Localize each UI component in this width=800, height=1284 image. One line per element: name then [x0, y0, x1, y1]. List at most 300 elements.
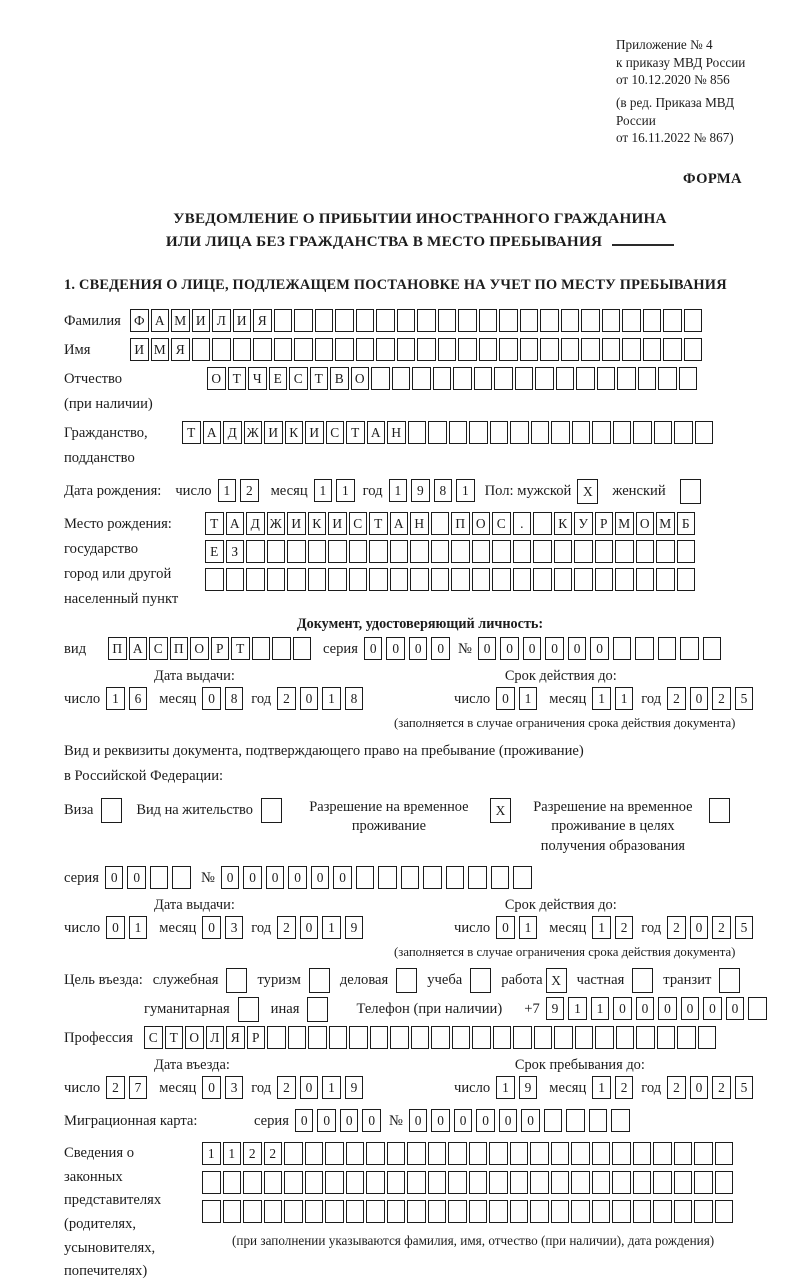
char-box[interactable] [653, 1171, 672, 1194]
char-box[interactable] [656, 568, 675, 591]
char-box[interactable] [556, 367, 575, 390]
char-box[interactable]: М [615, 512, 634, 535]
char-box[interactable]: 5 [735, 687, 754, 710]
char-box[interactable]: X [490, 798, 511, 823]
surname-input[interactable] [130, 309, 702, 332]
char-box[interactable] [677, 540, 696, 563]
char-box[interactable] [658, 367, 677, 390]
char-box[interactable]: И [305, 421, 324, 444]
char-box[interactable] [715, 1142, 734, 1165]
char-box[interactable] [472, 1026, 491, 1049]
stay-year-input[interactable] [667, 1076, 753, 1099]
char-box[interactable] [595, 568, 614, 591]
char-box[interactable]: Ч [248, 367, 267, 390]
char-box[interactable] [513, 866, 532, 889]
char-box[interactable] [617, 367, 636, 390]
char-box[interactable] [308, 568, 327, 591]
char-box[interactable] [474, 367, 493, 390]
char-box[interactable]: 0 [295, 1109, 314, 1132]
char-box[interactable]: Л [212, 309, 231, 332]
char-box[interactable] [431, 568, 450, 591]
char-box[interactable] [554, 540, 573, 563]
char-box[interactable] [719, 968, 740, 993]
char-box[interactable] [715, 1200, 734, 1223]
char-box[interactable]: Б [677, 512, 696, 535]
char-box[interactable] [205, 568, 224, 591]
char-box[interactable] [243, 1200, 262, 1223]
char-box[interactable] [390, 568, 409, 591]
char-box[interactable] [469, 1142, 488, 1165]
representatives-input-row2[interactable] [202, 1171, 733, 1194]
char-box[interactable]: Т [182, 421, 201, 444]
char-box[interactable] [643, 338, 662, 361]
char-box[interactable] [376, 309, 395, 332]
char-box[interactable] [530, 1171, 549, 1194]
char-box[interactable]: 0 [613, 997, 632, 1020]
char-box[interactable] [636, 1026, 655, 1049]
char-box[interactable] [602, 309, 621, 332]
char-box[interactable] [530, 1200, 549, 1223]
char-box[interactable]: Ж [267, 512, 286, 535]
char-box[interactable]: 0 [523, 637, 542, 660]
char-box[interactable]: 2 [712, 687, 731, 710]
char-box[interactable]: 1 [322, 1076, 341, 1099]
char-box[interactable] [238, 997, 259, 1022]
char-box[interactable] [433, 367, 452, 390]
char-box[interactable] [694, 1200, 713, 1223]
char-box[interactable]: X [577, 479, 598, 504]
char-box[interactable]: Я [226, 1026, 245, 1049]
char-box[interactable] [101, 798, 122, 823]
char-box[interactable]: 0 [454, 1109, 473, 1132]
char-box[interactable] [233, 338, 252, 361]
char-box[interactable] [663, 338, 682, 361]
char-box[interactable] [356, 309, 375, 332]
char-box[interactable]: 5 [735, 1076, 754, 1099]
char-box[interactable] [431, 540, 450, 563]
char-box[interactable] [748, 997, 767, 1020]
migration-series-input[interactable] [295, 1109, 381, 1132]
char-box[interactable]: 3 [225, 916, 244, 939]
char-box[interactable] [633, 1200, 652, 1223]
char-box[interactable]: 0 [478, 637, 497, 660]
char-box[interactable]: О [636, 512, 655, 535]
char-box[interactable]: Ф [130, 309, 149, 332]
char-box[interactable] [396, 968, 417, 993]
char-box[interactable] [346, 1200, 365, 1223]
char-box[interactable]: К [554, 512, 573, 535]
char-box[interactable] [638, 367, 657, 390]
purpose-humanitarian-checkbox[interactable] [238, 997, 259, 1022]
char-box[interactable] [325, 1200, 344, 1223]
char-box[interactable]: 2 [243, 1142, 262, 1165]
char-box[interactable]: 0 [362, 1109, 381, 1132]
char-box[interactable] [172, 866, 191, 889]
char-box[interactable]: М [171, 309, 190, 332]
char-box[interactable] [293, 637, 312, 660]
residence-issue-year-input[interactable] [277, 916, 363, 939]
char-box[interactable] [581, 309, 600, 332]
birth-year-input[interactable] [389, 479, 475, 502]
char-box[interactable]: 1 [519, 916, 538, 939]
char-box[interactable]: С [144, 1026, 163, 1049]
char-box[interactable]: И [192, 309, 211, 332]
entry-year-input[interactable] [277, 1076, 363, 1099]
char-box[interactable]: 1 [592, 687, 611, 710]
char-box[interactable] [288, 1026, 307, 1049]
char-box[interactable] [489, 1200, 508, 1223]
char-box[interactable] [597, 367, 616, 390]
residence-issue-month-input[interactable] [202, 916, 243, 939]
char-box[interactable] [684, 338, 703, 361]
char-box[interactable]: 0 [127, 866, 146, 889]
char-box[interactable] [468, 866, 487, 889]
char-box[interactable] [387, 1171, 406, 1194]
char-box[interactable]: 0 [243, 866, 262, 889]
char-box[interactable] [572, 421, 591, 444]
patronymic-input[interactable] [207, 367, 697, 390]
char-box[interactable]: Р [247, 1026, 266, 1049]
char-box[interactable] [284, 1200, 303, 1223]
char-box[interactable]: 0 [340, 1109, 359, 1132]
char-box[interactable] [369, 568, 388, 591]
char-box[interactable]: 8 [225, 687, 244, 710]
char-box[interactable] [510, 1200, 529, 1223]
char-box[interactable] [566, 1109, 585, 1132]
identity-number-input[interactable] [478, 637, 722, 660]
profession-input[interactable] [144, 1026, 716, 1049]
char-box[interactable] [581, 338, 600, 361]
char-box[interactable]: 1 [615, 687, 634, 710]
char-box[interactable]: 0 [221, 866, 240, 889]
char-box[interactable]: 1 [106, 687, 125, 710]
char-box[interactable]: 0 [106, 916, 125, 939]
char-box[interactable]: Т [165, 1026, 184, 1049]
char-box[interactable]: А [203, 421, 222, 444]
char-box[interactable]: С [349, 512, 368, 535]
char-box[interactable] [346, 1171, 365, 1194]
char-box[interactable] [428, 421, 447, 444]
char-box[interactable]: Е [269, 367, 288, 390]
char-box[interactable] [431, 512, 450, 535]
char-box[interactable] [272, 637, 291, 660]
char-box[interactable] [349, 540, 368, 563]
char-box[interactable] [284, 1171, 303, 1194]
char-box[interactable] [656, 540, 675, 563]
birth-place-input-row1[interactable] [205, 512, 695, 535]
char-box[interactable]: А [390, 512, 409, 535]
char-box[interactable]: А [226, 512, 245, 535]
char-box[interactable] [397, 338, 416, 361]
char-box[interactable] [616, 1026, 635, 1049]
char-box[interactable] [448, 1142, 467, 1165]
char-box[interactable]: 0 [386, 637, 405, 660]
char-box[interactable] [335, 309, 354, 332]
char-box[interactable]: Л [206, 1026, 225, 1049]
char-box[interactable] [530, 1142, 549, 1165]
char-box[interactable] [674, 421, 693, 444]
char-box[interactable] [679, 367, 698, 390]
char-box[interactable] [397, 309, 416, 332]
char-box[interactable] [515, 367, 534, 390]
char-box[interactable] [709, 798, 730, 823]
char-box[interactable]: 1 [314, 479, 333, 502]
char-box[interactable] [540, 309, 559, 332]
char-box[interactable]: М [656, 512, 675, 535]
char-box[interactable] [551, 421, 570, 444]
char-box[interactable] [305, 1142, 324, 1165]
char-box[interactable] [571, 1200, 590, 1223]
char-box[interactable]: Т [369, 512, 388, 535]
char-box[interactable] [274, 309, 293, 332]
char-box[interactable] [551, 1171, 570, 1194]
char-box[interactable]: Т [228, 367, 247, 390]
char-box[interactable] [349, 1026, 368, 1049]
char-box[interactable]: 2 [240, 479, 259, 502]
char-box[interactable]: 0 [476, 1109, 495, 1132]
char-box[interactable] [284, 1142, 303, 1165]
residence-issue-day-input[interactable] [106, 916, 147, 939]
char-box[interactable] [636, 568, 655, 591]
char-box[interactable]: 0 [409, 637, 428, 660]
char-box[interactable]: 1 [223, 1142, 242, 1165]
char-box[interactable] [513, 1026, 532, 1049]
char-box[interactable] [401, 866, 420, 889]
char-box[interactable] [438, 309, 457, 332]
char-box[interactable]: 2 [277, 1076, 296, 1099]
phone-input[interactable] [546, 997, 767, 1020]
char-box[interactable]: 9 [345, 916, 364, 939]
char-box[interactable] [592, 421, 611, 444]
char-box[interactable]: 2 [712, 916, 731, 939]
char-box[interactable]: 0 [300, 687, 319, 710]
char-box[interactable] [695, 421, 714, 444]
char-box[interactable]: К [285, 421, 304, 444]
char-box[interactable] [470, 968, 491, 993]
char-box[interactable]: Р [211, 637, 230, 660]
char-box[interactable] [589, 1109, 608, 1132]
char-box[interactable] [376, 338, 395, 361]
char-box[interactable] [520, 338, 539, 361]
purpose-study-checkbox[interactable] [470, 968, 491, 993]
char-box[interactable]: 0 [364, 637, 383, 660]
char-box[interactable] [561, 338, 580, 361]
char-box[interactable] [366, 1142, 385, 1165]
char-box[interactable] [592, 1200, 611, 1223]
char-box[interactable]: 0 [658, 997, 677, 1020]
char-box[interactable]: 0 [333, 866, 352, 889]
char-box[interactable]: 1 [592, 916, 611, 939]
char-box[interactable]: 8 [434, 479, 453, 502]
char-box[interactable] [633, 421, 652, 444]
char-box[interactable] [615, 568, 634, 591]
char-box[interactable] [663, 309, 682, 332]
char-box[interactable] [510, 1171, 529, 1194]
identity-series-input[interactable] [364, 637, 450, 660]
char-box[interactable] [544, 1109, 563, 1132]
char-box[interactable] [428, 1200, 447, 1223]
char-box[interactable] [499, 338, 518, 361]
char-box[interactable] [612, 1171, 631, 1194]
birth-place-input-row2[interactable] [205, 540, 695, 563]
identity-expiry-month-input[interactable] [592, 687, 633, 710]
char-box[interactable] [534, 1026, 553, 1049]
char-box[interactable]: 1 [129, 916, 148, 939]
birth-day-input[interactable] [218, 479, 259, 502]
char-box[interactable]: 0 [726, 997, 745, 1020]
char-box[interactable]: П [170, 637, 189, 660]
char-box[interactable]: М [151, 338, 170, 361]
citizenship-input[interactable] [182, 421, 713, 444]
char-box[interactable] [703, 637, 722, 660]
char-box[interactable]: И [287, 512, 306, 535]
char-box[interactable]: З [226, 540, 245, 563]
char-box[interactable]: X [546, 968, 567, 993]
identity-kind-input[interactable] [108, 637, 311, 660]
char-box[interactable] [267, 568, 286, 591]
char-box[interactable] [571, 1142, 590, 1165]
char-box[interactable] [458, 338, 477, 361]
char-box[interactable] [635, 637, 654, 660]
char-box[interactable] [411, 1026, 430, 1049]
char-box[interactable]: О [190, 637, 209, 660]
char-box[interactable] [520, 309, 539, 332]
char-box[interactable] [551, 1142, 570, 1165]
char-box[interactable]: 0 [288, 866, 307, 889]
char-box[interactable] [202, 1200, 221, 1223]
char-box[interactable] [305, 1171, 324, 1194]
char-box[interactable] [448, 1200, 467, 1223]
char-box[interactable] [267, 1026, 286, 1049]
char-box[interactable] [407, 1142, 426, 1165]
char-box[interactable]: Н [387, 421, 406, 444]
char-box[interactable] [654, 421, 673, 444]
char-box[interactable] [684, 309, 703, 332]
char-box[interactable]: С [289, 367, 308, 390]
char-box[interactable] [246, 540, 265, 563]
char-box[interactable] [492, 568, 511, 591]
char-box[interactable] [595, 540, 614, 563]
char-box[interactable]: И [328, 512, 347, 535]
char-box[interactable] [472, 540, 491, 563]
temporary-residence-education-checkbox[interactable] [709, 798, 730, 823]
char-box[interactable]: 0 [202, 1076, 221, 1099]
representatives-input-row3[interactable] [202, 1200, 733, 1223]
char-box[interactable]: 1 [322, 687, 341, 710]
purpose-work-checkbox[interactable] [546, 968, 567, 993]
char-box[interactable] [499, 309, 518, 332]
char-box[interactable] [576, 367, 595, 390]
char-box[interactable] [489, 1171, 508, 1194]
char-box[interactable] [513, 568, 532, 591]
char-box[interactable] [267, 540, 286, 563]
char-box[interactable] [472, 568, 491, 591]
char-box[interactable] [308, 540, 327, 563]
temporary-residence-checkbox[interactable] [490, 798, 511, 823]
char-box[interactable]: 2 [277, 916, 296, 939]
char-box[interactable]: 0 [636, 997, 655, 1020]
char-box[interactable] [451, 540, 470, 563]
char-box[interactable] [674, 1171, 693, 1194]
char-box[interactable] [636, 540, 655, 563]
char-box[interactable] [448, 1171, 467, 1194]
char-box[interactable] [540, 338, 559, 361]
char-box[interactable] [226, 968, 247, 993]
char-box[interactable] [469, 1200, 488, 1223]
identity-issue-month-input[interactable] [202, 687, 243, 710]
char-box[interactable] [392, 367, 411, 390]
char-box[interactable] [513, 540, 532, 563]
char-box[interactable] [309, 968, 330, 993]
char-box[interactable] [328, 568, 347, 591]
char-box[interactable] [446, 866, 465, 889]
char-box[interactable]: Т [205, 512, 224, 535]
char-box[interactable] [611, 1109, 630, 1132]
char-box[interactable] [378, 866, 397, 889]
purpose-transit-checkbox[interactable] [719, 968, 740, 993]
residence-permit-checkbox[interactable] [261, 798, 282, 823]
char-box[interactable] [438, 338, 457, 361]
char-box[interactable] [387, 1142, 406, 1165]
char-box[interactable]: 1 [218, 479, 237, 502]
char-box[interactable]: Д [246, 512, 265, 535]
char-box[interactable] [479, 309, 498, 332]
char-box[interactable] [574, 540, 593, 563]
char-box[interactable] [346, 1142, 365, 1165]
char-box[interactable] [287, 540, 306, 563]
char-box[interactable]: 7 [129, 1076, 148, 1099]
char-box[interactable]: П [108, 637, 127, 660]
char-box[interactable] [479, 338, 498, 361]
char-box[interactable]: В [330, 367, 349, 390]
char-box[interactable] [308, 1026, 327, 1049]
char-box[interactable]: Е [205, 540, 224, 563]
char-box[interactable]: И [264, 421, 283, 444]
char-box[interactable] [574, 568, 593, 591]
visa-checkbox[interactable] [101, 798, 122, 823]
char-box[interactable]: 0 [266, 866, 285, 889]
char-box[interactable]: И [233, 309, 252, 332]
char-box[interactable] [408, 421, 427, 444]
char-box[interactable] [223, 1200, 242, 1223]
char-box[interactable]: 2 [106, 1076, 125, 1099]
char-box[interactable] [613, 421, 632, 444]
char-box[interactable]: 0 [431, 637, 450, 660]
char-box[interactable]: Н [410, 512, 429, 535]
char-box[interactable] [622, 338, 641, 361]
char-box[interactable] [264, 1171, 283, 1194]
char-box[interactable]: О [351, 367, 370, 390]
char-box[interactable]: 2 [667, 916, 686, 939]
char-box[interactable] [449, 421, 468, 444]
char-box[interactable] [274, 338, 293, 361]
char-box[interactable]: 5 [735, 916, 754, 939]
char-box[interactable] [494, 367, 513, 390]
char-box[interactable] [410, 568, 429, 591]
char-box[interactable]: С [326, 421, 345, 444]
char-box[interactable]: 0 [545, 637, 564, 660]
char-box[interactable]: 0 [300, 916, 319, 939]
char-box[interactable] [615, 540, 634, 563]
char-box[interactable] [387, 1200, 406, 1223]
char-box[interactable]: А [151, 309, 170, 332]
char-box[interactable] [680, 637, 699, 660]
char-box[interactable]: 2 [277, 687, 296, 710]
char-box[interactable] [366, 1200, 385, 1223]
char-box[interactable]: 1 [456, 479, 475, 502]
char-box[interactable] [458, 309, 477, 332]
char-box[interactable]: 9 [546, 997, 565, 1020]
